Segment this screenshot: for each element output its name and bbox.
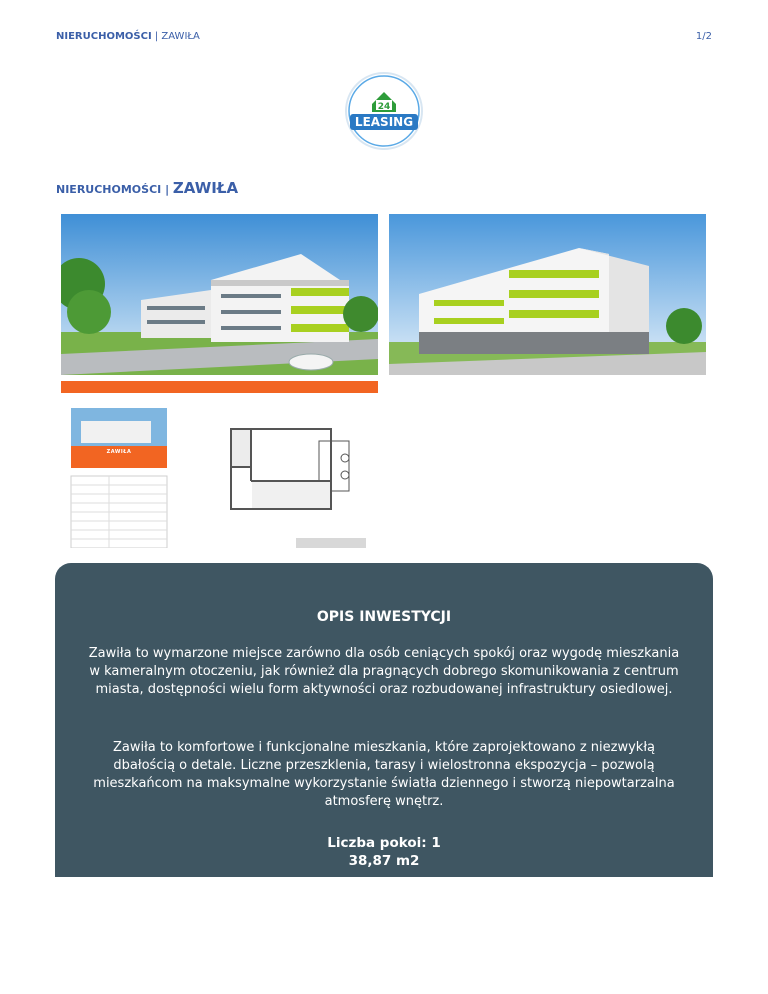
floor-plan xyxy=(61,381,378,548)
apartment-stats xyxy=(55,834,713,870)
svg-text:24: 24 xyxy=(377,102,391,112)
header-category: NIERUCHOMOŚCI xyxy=(56,31,152,42)
description-paragraph-2: Zawiła to komfortowe i funkcjonalne mieszkania, które zaprojektowano z niezwykłą dbałością o detale. Liczne przeszklenia, tarasy i wielostronna ekspozycja – pozwolą mieszkańcom na maksymalne wykorzystanie światła dziennego i stworzą niepowtarzalna atmosferę wnętrz. xyxy=(93,740,675,809)
building-photo-1 xyxy=(61,214,378,375)
panel-heading: OPIS INWESTYCJI xyxy=(316,609,452,625)
leasing-logo xyxy=(342,72,426,150)
area-value: 38,87 m2 xyxy=(348,853,420,869)
title-category: NIERUCHOMOŚCI xyxy=(56,183,162,196)
header-name: ZAWIŁA xyxy=(161,31,200,42)
page-title xyxy=(56,178,238,197)
title-separator: | xyxy=(161,183,173,196)
logo-text: LEASING xyxy=(354,115,414,129)
rooms-count: Liczba pokoi: 1 xyxy=(327,835,441,851)
investment-description-panel xyxy=(55,563,713,877)
page-header xyxy=(56,31,712,45)
page-number: 1/2 xyxy=(695,31,712,42)
header-separator: | xyxy=(151,31,162,42)
building-photo-2 xyxy=(389,214,706,375)
description-paragraph-1: Zawiła to wymarzone miejsce zarówno dla osób ceniących spokój oraz wygodę mieszkania w kameralnym otoczeniu, jak również dla pragnących dobrego skomunikowania z centrum miasta, dostępności wielu form aktywności oraz rozbudowanej infrastruktury osiedlowej. xyxy=(88,646,680,697)
floor-plan-card-label: ZAWIŁA xyxy=(106,449,132,455)
title-name: ZAWIŁA xyxy=(172,179,239,197)
